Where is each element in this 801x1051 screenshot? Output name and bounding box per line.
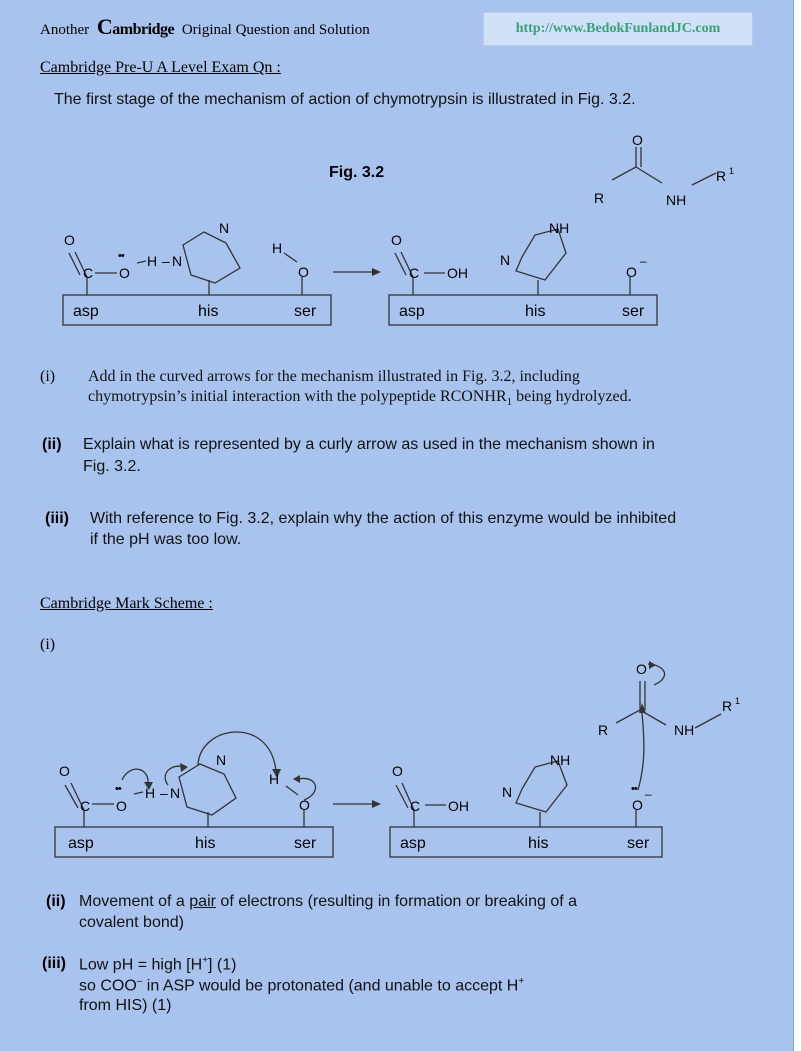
fig-label: Fig. 3.2: [329, 164, 385, 181]
svg-text:–: –: [645, 787, 652, 801]
ms-iii-line3: from HIS) (1): [79, 997, 172, 1014]
svg-text:NH: NH: [674, 722, 695, 738]
part-iii-num: (iii): [45, 510, 69, 527]
svg-text:O: O: [392, 763, 403, 779]
site-url[interactable]: http://www.BedokFunlandJC.com: [515, 21, 721, 36]
svg-text:R: R: [598, 722, 609, 738]
svg-text:N: N: [216, 752, 227, 768]
svg-text:O: O: [636, 661, 647, 677]
svg-text:O: O: [299, 797, 310, 813]
ms-enzyme-left: [55, 732, 333, 857]
part-ii-num: (ii): [42, 436, 62, 453]
svg-text:O: O: [626, 264, 637, 280]
svg-text:C: C: [80, 798, 91, 814]
svg-text:ser: ser: [627, 835, 650, 852]
substrate-o: O: [632, 132, 643, 148]
substrate-nh: NH: [666, 192, 687, 208]
svg-text:O: O: [59, 763, 70, 779]
question-heading: Cambridge Pre-U A Level Exam Qn :: [40, 59, 281, 76]
header-line: [40, 14, 370, 40]
svg-text:asp: asp: [400, 835, 426, 852]
svg-text:H: H: [272, 240, 283, 256]
svg-text:N: N: [500, 252, 511, 268]
substrate-r: R: [594, 190, 605, 206]
svg-text:H: H: [147, 253, 158, 269]
part-i-line1: Add in the curved arrows for the mechanism illustrated in Fig. 3.2, including: [88, 368, 580, 385]
svg-text:his: his: [528, 835, 549, 852]
svg-text:O: O: [298, 264, 309, 280]
svg-text:ser: ser: [622, 303, 645, 320]
ms-part-i-num: (i): [40, 636, 56, 653]
question-intro: The first stage of the mechanism of action of chymotrypsin is illustrated in Fig. 3.2.: [54, 91, 636, 108]
svg-text:OH: OH: [447, 265, 468, 281]
svg-text:N: N: [219, 220, 230, 236]
curly-arrow-3: [198, 732, 276, 771]
svg-text:N: N: [502, 784, 513, 800]
ms-ii-line1: Movement of a pair of electrons (resulting in formation or breaking of a: [79, 893, 578, 910]
svg-text:O: O: [119, 265, 130, 281]
svg-text:1: 1: [729, 166, 735, 176]
svg-text:his: his: [195, 835, 216, 852]
svg-text:••: ••: [631, 783, 637, 795]
curly-arrow-1: [122, 769, 148, 785]
svg-text:–: –: [160, 785, 168, 801]
svg-text:NH: NH: [549, 220, 570, 236]
header-suffix: Original Question and Solution: [181, 22, 370, 38]
svg-text:O: O: [64, 232, 75, 248]
substrate: [612, 147, 716, 185]
figure-3-2: [0, 125, 793, 335]
substrate-r1: R: [716, 168, 727, 184]
ms-ii-line2: covalent bond): [79, 914, 184, 931]
part-iii-line2: if the pH was too low.: [90, 531, 242, 548]
mark-scheme-heading: Cambridge Mark Scheme :: [40, 595, 213, 612]
label-ser: ser: [294, 303, 317, 320]
enzyme-left: [63, 220, 331, 325]
svg-text:NH: NH: [550, 752, 571, 768]
svg-text:H: H: [269, 771, 280, 787]
svg-text:his: his: [525, 303, 546, 320]
ms-enzyme-right: [390, 752, 662, 857]
header-prefix: Another: [40, 22, 90, 38]
svg-text:C: C: [409, 265, 420, 281]
enzyme-right: [389, 220, 657, 325]
ms-ii-num: (ii): [46, 893, 66, 910]
svg-text:1: 1: [735, 696, 741, 706]
ms-reaction-arrow: [333, 800, 381, 808]
svg-text:O: O: [632, 797, 643, 813]
svg-text:OH: OH: [448, 798, 469, 814]
svg-text:asp: asp: [399, 303, 425, 320]
svg-text:C: C: [83, 265, 94, 281]
url-box[interactable]: [483, 12, 753, 46]
part-ii-line1: Explain what is represented by a curly arrow as used in the mechanism shown in: [83, 436, 655, 453]
ms-iii-line1: Low pH = high [H+] (1): [79, 955, 237, 974]
mark-scheme-figure: [0, 655, 793, 865]
label-his: his: [198, 303, 219, 320]
svg-text:N: N: [170, 785, 181, 801]
part-ii-line2: Fig. 3.2.: [83, 458, 141, 475]
svg-text:R: R: [722, 698, 733, 714]
svg-text:asp: asp: [68, 835, 94, 852]
svg-text:O: O: [391, 232, 402, 248]
curly-arrow-attack: [638, 713, 644, 790]
part-iii-line1: With reference to Fig. 3.2, explain why the action of this enzyme would be inhibited: [90, 510, 677, 527]
part-i-num: (i): [40, 368, 56, 385]
svg-text:–: –: [640, 254, 647, 268]
ms-substrate: [616, 664, 721, 790]
lone-pair-dots: ••: [118, 250, 124, 262]
cambridge-logo: Cambridge: [96, 14, 175, 39]
svg-text:N: N: [172, 253, 183, 269]
svg-text:C: C: [410, 798, 421, 814]
part-i-line2: chymotrypsin’s initial interaction with the polypeptide $RCONHR_1$ being hydrolyzed.: [88, 388, 632, 409]
label-asp: asp: [73, 303, 99, 320]
ms-iii-num: (iii): [42, 955, 66, 972]
ms-iii-line2: so COO– in ASP would be protonated (and unable to accept H+: [79, 976, 525, 995]
svg-text:O: O: [116, 798, 127, 814]
reaction-arrow: [333, 268, 381, 276]
svg-text:ser: ser: [294, 835, 317, 852]
svg-text:H: H: [145, 785, 156, 801]
svg-text:••: ••: [115, 783, 121, 795]
svg-text:–: –: [162, 253, 170, 269]
